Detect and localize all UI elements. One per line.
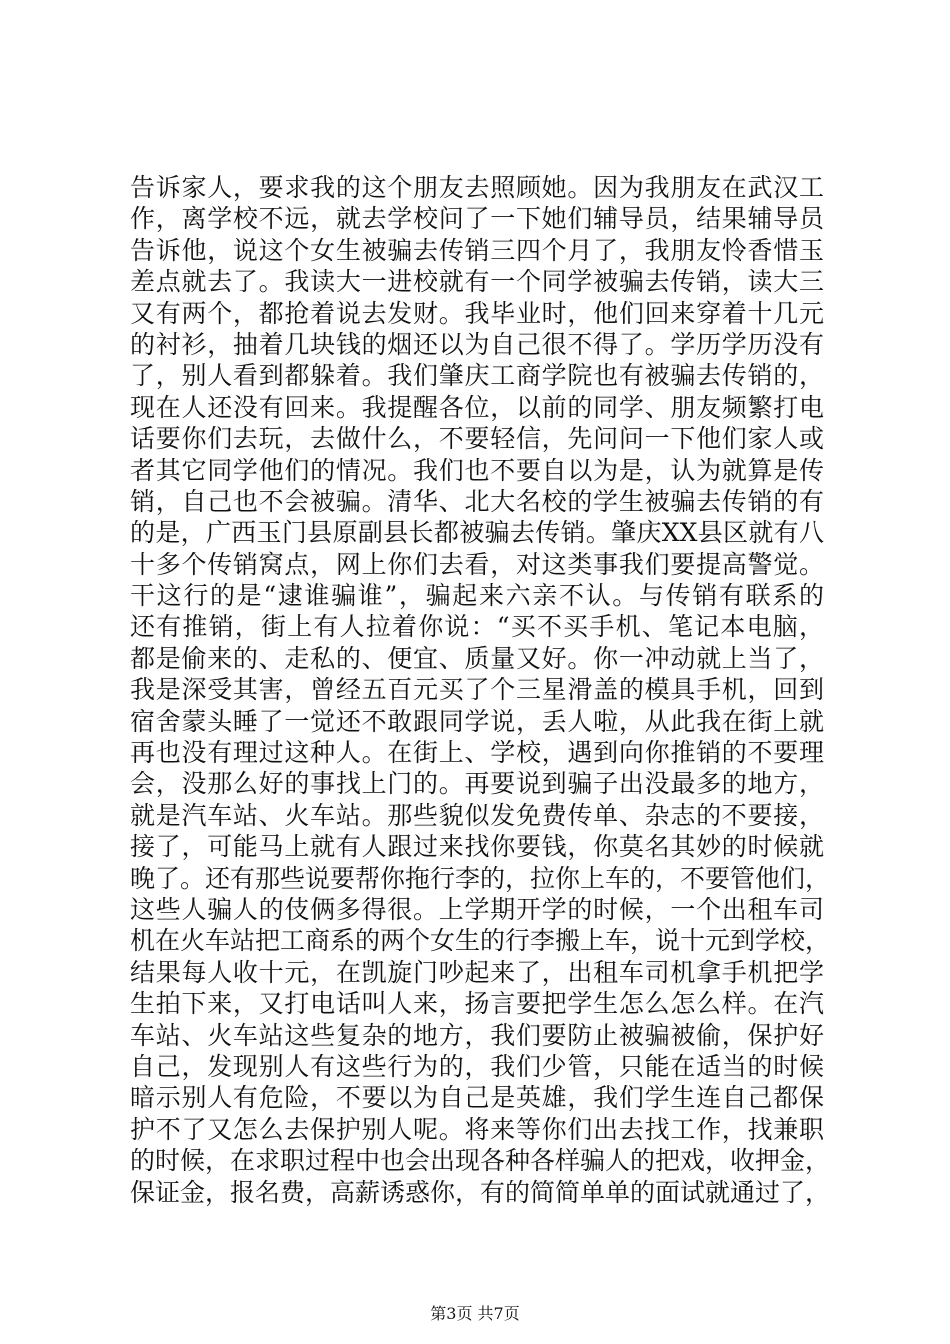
text-line: 了，别人看到都躲着。我们肇庆工商学院也有被骗去传销的，: [130, 361, 824, 391]
text-line: 保证金，报名费，高薪诱惑你，有的简简单单的面试就通过了，: [130, 1177, 831, 1207]
text-line: 话要你们去玩，去做什么，不要轻信，先问问一下他们家人或: [130, 424, 824, 454]
text-line: 这些人骗人的伎俩多得很。上学期开学的时候，一个出租车司: [130, 894, 824, 924]
text-line: 会，没那么好的事找上门的。再要说到骗子出没最多的地方，: [130, 769, 824, 799]
text-line: 告诉家人，要求我的这个朋友去照顾她。因为我朋友在武汉工: [130, 173, 824, 202]
text-line: 结果每人收十元，在凯旋门吵起来了，出租车司机拿手机把学: [130, 957, 824, 987]
text-line: 还有推销，街上有人拉着你说：“买不买手机、笔记本电脑，: [130, 612, 824, 642]
text-line: 宿舍蒙头睡了一觉还不敢跟同学说，丢人啦，从此我在街上就: [130, 706, 824, 736]
text-line: 我是深受其害，曾经五百元买了个三星滑盖的模具手机，回到: [130, 675, 824, 705]
text-line: 车站、火车站这些复杂的地方，我们要防止被骗被偷，保护好: [130, 1020, 824, 1050]
page-number-footer: 第3页 共7页: [430, 1304, 520, 1323]
text-line: 告诉他，说这个女生被骗去传销三四个月了，我朋友怜香惜玉: [130, 235, 824, 265]
text-line: 作，离学校不远，就去学校问了一下她们辅导员，结果辅导员: [130, 204, 824, 234]
text-line: 都是偷来的、走私的、便宜、质量又好。你一冲动就上当了，: [130, 643, 824, 673]
text-line: 又有两个，都抢着说去发财。我毕业时，他们回来穿着十几元: [130, 298, 824, 328]
text-line: 的时候，在求职过程中也会出现各种各样骗人的把戏，收押金，: [130, 1146, 831, 1176]
text-line: 再也没有理过这种人。在街上、学校，遇到向你推销的不要理: [130, 738, 824, 768]
text-line: 的是，广西玉门县原副县长都被骗去传销。肇庆XX县区就有八: [130, 518, 824, 548]
text-line: 者其它同学他们的情况。我们也不要自以为是，认为就算是传: [130, 455, 824, 485]
text-line: 销，自己也不会被骗。清华、北大名校的学生被骗去传销的有: [130, 486, 824, 516]
text-line: 现在人还没有回来。我提醒各位，以前的同学、朋友频繁打电: [130, 392, 824, 422]
text-line: 就是汽车站、火车站。那些貌似发免费传单、杂志的不要接，: [130, 800, 824, 830]
text-line: 暗示别人有危险，不要以为自己是英雄，我们学生连自己都保: [130, 1083, 824, 1113]
text-line: 十多个传销窝点，网上你们去看，对这类事我们要提高警觉。: [130, 549, 824, 579]
text-line: 的衬衫，抽着几块钱的烟还以为自己很不得了。学历学历没有: [130, 329, 824, 359]
text-line: 生拍下来，又打电话叫人来，扬言要把学生怎么怎么样。在汽: [130, 989, 824, 1019]
text-line: 干这行的是“逮谁骗谁”，骗起来六亲不认。与传销有联系的: [130, 581, 824, 611]
text-line: 接了，可能马上就有人跟过来找你要钱，你莫名其妙的时候就: [130, 832, 824, 862]
text-line: 晚了。还有那些说要帮你拖行李的，拉你上车的，不要管他们，: [130, 863, 831, 893]
text-line: 自己，发现别人有这些行为的，我们少管，只能在适当的时候: [130, 1051, 824, 1081]
text-line: 护不了又怎么去保护别人呢。将来等你们出去找工作，找兼职: [130, 1114, 824, 1144]
text-line: 机在火车站把工商系的两个女生的行李搬上车，说十元到学校，: [130, 926, 831, 956]
text-line: 差点就去了。我读大一进校就有一个同学被骗去传销，读大三: [130, 267, 824, 297]
body-text: [130, 172, 831, 1208]
